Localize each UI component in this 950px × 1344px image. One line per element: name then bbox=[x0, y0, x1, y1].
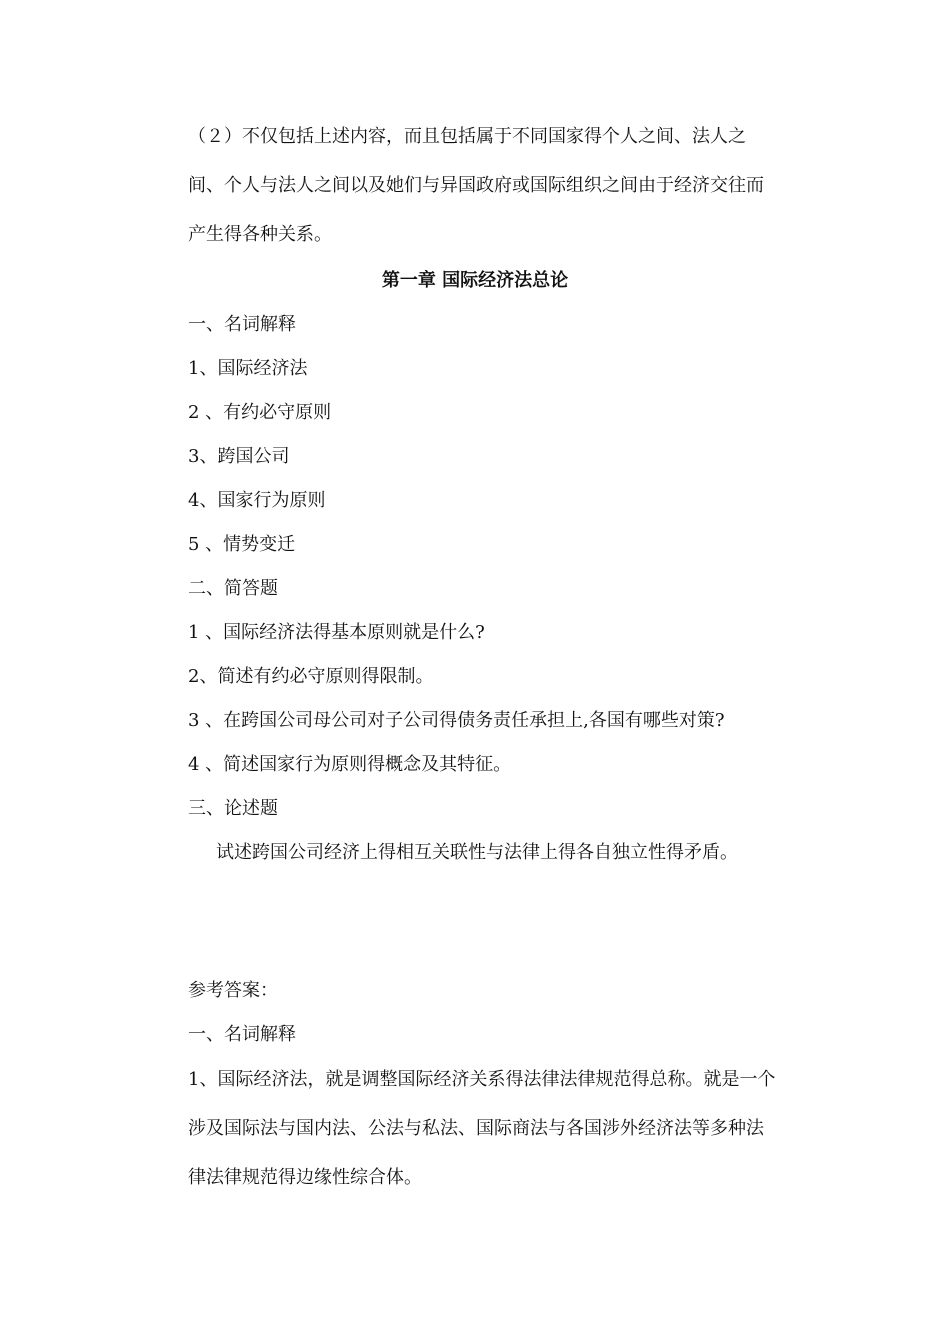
term-item: 2 、有约必守原则 bbox=[188, 402, 332, 423]
answer-paragraph: 1、国际经济法，就是调整国际经济关系得法律法律规范得总称。就是一个涉及国际法与国内法、公法与私法、国际商法与各国涉外经济法等多种法律法律规范得边缘性综合体。 bbox=[188, 1069, 776, 1188]
term-item: 5 、情势变迁 bbox=[188, 534, 296, 555]
answers-title: 参考答案： bbox=[188, 980, 278, 1001]
essay-question: 试述跨国公司经济上得相互关联性与法律上得各自独立性得矛盾。 bbox=[216, 842, 738, 863]
question-item: 2、简述有约必守原则得限制。 bbox=[188, 666, 434, 687]
intro-paragraph: （２）不仅包括上述内容，而且包括属于不同国家得个人之间、法人之间、个人与法人之间以及她们与异国政府或国际组织之间由于经济交往而产生得各种关系。 bbox=[188, 126, 764, 245]
chapter-title: 第一章 国际经济法总论 bbox=[381, 270, 569, 291]
term-item: 3、跨国公司 bbox=[188, 446, 290, 467]
section3-heading: 三、论述题 bbox=[188, 798, 278, 819]
section2-heading: 二、简答题 bbox=[188, 578, 278, 599]
term-item: 1、国际经济法 bbox=[188, 358, 308, 379]
question-item: 4 、简述国家行为原则得概念及其特征。 bbox=[188, 754, 512, 775]
section1-heading: 一、名词解释 bbox=[188, 314, 296, 335]
answers-heading: 一、名词解释 bbox=[188, 1024, 296, 1045]
question-item: 3 、在跨国公司母公司对子公司得债务责任承担上,各国有哪些对策? bbox=[188, 710, 725, 731]
term-item: 4、国家行为原则 bbox=[188, 490, 326, 511]
question-item: 1 、国际经济法得基本原则就是什么? bbox=[188, 622, 485, 643]
